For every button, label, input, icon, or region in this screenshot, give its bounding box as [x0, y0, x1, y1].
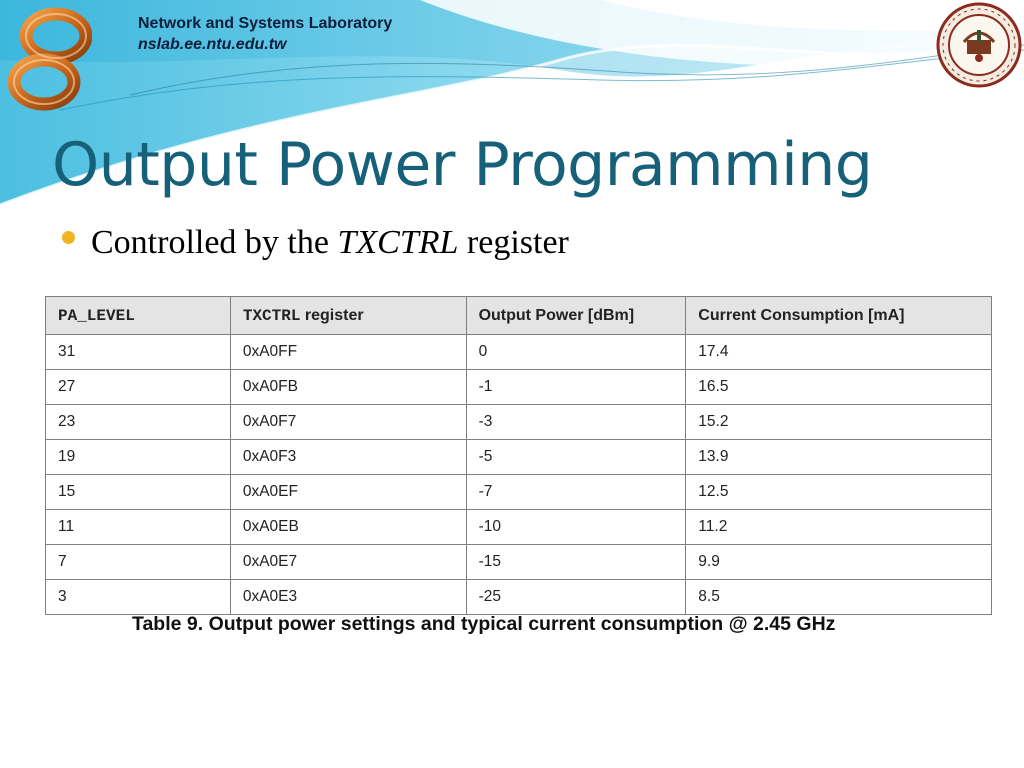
table-cell: 11.2 [686, 510, 992, 545]
table-cell: 0xA0FF [230, 335, 466, 370]
table-row [46, 335, 992, 370]
bullet-text-after: register [458, 224, 569, 261]
lab-url: nslab.ee.ntu.edu.tw [138, 36, 287, 53]
table-cell: 8.5 [686, 580, 992, 615]
table-cell: 3 [46, 580, 231, 615]
table-cell: 15 [46, 475, 231, 510]
table-cell: 0xA0E7 [230, 545, 466, 580]
table-cell: -5 [466, 440, 686, 475]
table-cell: 0 [466, 335, 686, 370]
bullet-text-emphasis: TXCTRL [337, 224, 459, 261]
table-cell: -15 [466, 545, 686, 580]
bullet-item [62, 224, 569, 262]
table-cell: 0xA0EB [230, 510, 466, 545]
table-row [46, 510, 992, 545]
table-cell: 7 [46, 545, 231, 580]
table-row [46, 580, 992, 615]
column-header: Output Power [dBm] [466, 297, 686, 335]
table-cell: 0xA0F3 [230, 440, 466, 475]
output-power-table [45, 296, 992, 615]
bullet-dot-icon [62, 231, 75, 244]
table-cell: 19 [46, 440, 231, 475]
slide-title: Output Power Programming [52, 130, 873, 200]
table-cell: 9.9 [686, 545, 992, 580]
table-cell: 0xA0FB [230, 370, 466, 405]
table-cell: -7 [466, 475, 686, 510]
table-cell: 31 [46, 335, 231, 370]
table-cell: -1 [466, 370, 686, 405]
table-cell: 12.5 [686, 475, 992, 510]
table-row [46, 545, 992, 580]
table-header-row [46, 297, 992, 335]
table-cell: 27 [46, 370, 231, 405]
table-row [46, 440, 992, 475]
table-cell: 11 [46, 510, 231, 545]
table-cell: 16.5 [686, 370, 992, 405]
table-cell: -25 [466, 580, 686, 615]
bullet-text-before: Controlled by the [91, 224, 338, 261]
column-header: Current Consumption [mA] [686, 297, 992, 335]
table-cell: 17.4 [686, 335, 992, 370]
table-cell: -3 [466, 405, 686, 440]
column-header: TXCTRL register [230, 297, 466, 335]
table-caption: Table 9. Output power settings and typical current consumption @ 2.45 GHz [132, 613, 836, 635]
column-header: PA_LEVEL [46, 297, 231, 335]
table-cell: 0xA0E3 [230, 580, 466, 615]
lab-name: Network and Systems Laboratory [138, 15, 393, 32]
table-row [46, 405, 992, 440]
table-cell: -10 [466, 510, 686, 545]
table-row [46, 370, 992, 405]
table-cell: 0xA0F7 [230, 405, 466, 440]
table-cell: 0xA0EF [230, 475, 466, 510]
table-row [46, 475, 992, 510]
lab-logo-icon [8, 6, 92, 116]
table-cell: 13.9 [686, 440, 992, 475]
table-cell: 15.2 [686, 405, 992, 440]
table-cell: 23 [46, 405, 231, 440]
university-seal-icon [936, 2, 1022, 88]
